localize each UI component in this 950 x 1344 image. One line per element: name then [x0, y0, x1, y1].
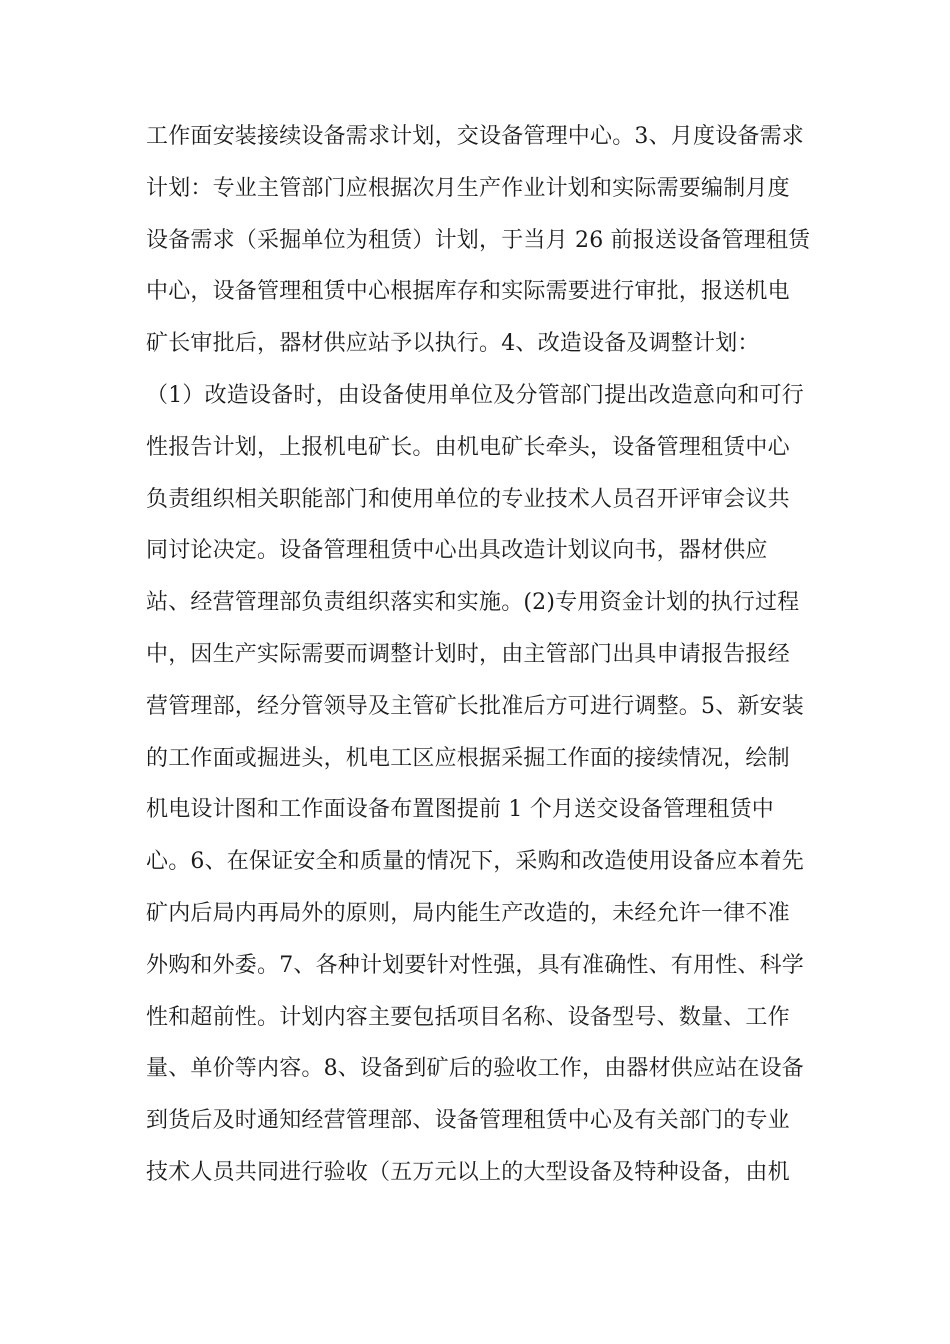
text-line: 中，因生产实际需要而调整计划时，由主管部门出具申请报告报经: [146, 641, 790, 667]
text-line: 外购和外委。7、各种计划要针对性强，具有准确性、有用性、科学: [146, 952, 804, 978]
text-line: 矿内后局内再局外的原则，局内能生产改造的，未经允许一律不准: [146, 900, 790, 926]
text-line: 站、经营管理部负责组织落实和实施。(2)专用资金计划的执行过程: [146, 590, 800, 616]
text-line: 工作面安装接续设备需求计划，交设备管理中心。3、月度设备需求: [146, 124, 804, 149]
text-line: 机电设计图和工作面设备布置图提前 1 个月送交设备管理租赁中: [146, 797, 774, 823]
text-line: 的工作面或掘进头，机电工区应根据采掘工作面的接续情况，绘制: [146, 745, 790, 771]
text-line: 计划：专业主管部门应根据次月生产作业计划和实际需要编制月度: [146, 175, 790, 201]
text-line: 负责组织相关职能部门和使用单位的专业技术人员召开评审会议共: [146, 486, 790, 512]
text-line: 到货后及时通知经营管理部、设备管理租赁中心及有关部门的专业: [146, 1108, 790, 1134]
body-text: [146, 118, 811, 1206]
text-line: 性和超前性。计划内容主要包括项目名称、设备型号、数量、工作: [146, 1004, 790, 1030]
text-line: 同讨论决定。设备管理租赁中心出具改造计划议向书，器材供应: [146, 538, 768, 564]
text-line: 矿长审批后，器材供应站予以执行。4、改造设备及调整计划：: [146, 331, 760, 357]
text-line: 心。6、在保证安全和质量的情况下，采购和改造使用设备应本着先: [146, 849, 804, 875]
text-line: 量、单价等内容。8、设备到矿后的验收工作，由器材供应站在设备: [146, 1056, 804, 1082]
text-line: 技术人员共同进行验收（五万元以上的大型设备及特种设备，由机: [146, 1159, 790, 1185]
text-line: 设备需求（采掘单位为租赁）计划，于当月 26 前报送设备管理租赁: [146, 227, 811, 253]
text-line: 性报告计划，上报机电矿长。由机电矿长牵头，设备管理租赁中心: [146, 434, 790, 460]
text-line: 中心，设备管理租赁中心根据库存和实际需要进行审批，报送机电: [146, 279, 790, 305]
text-line: 营管理部，经分管领导及主管矿长批准后方可进行调整。5、新安装: [146, 693, 804, 719]
text-line: （1）改造设备时，由设备使用单位及分管部门提出改造意向和可行: [146, 382, 804, 408]
